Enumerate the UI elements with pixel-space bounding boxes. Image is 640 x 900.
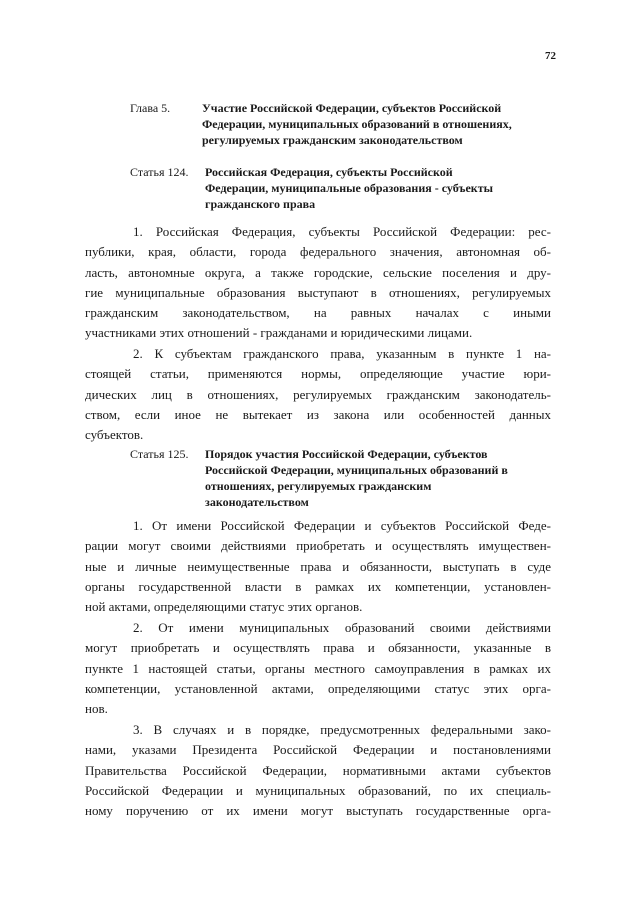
article-124-title-line: гражданского права <box>205 197 316 211</box>
chapter-title-line: регулируемых гражданским законодательством <box>202 133 463 147</box>
chapter-heading <box>130 100 570 148</box>
article-124-title-line: Федерации, муниципальные образования - субъекты <box>205 181 493 195</box>
article-124-paragraph-1 <box>85 222 551 344</box>
text-line: 1. От имени Российской Федерации и субъектов Российской Феде- <box>133 518 551 533</box>
article-124-heading <box>130 164 570 212</box>
text-line: ством, если иное не вытекает из закона или особенностей данных <box>85 406 551 422</box>
text-line: нами, указами Президента Российской Федерации и постановлениями <box>85 742 551 758</box>
article-125-title-line: законодательством <box>205 495 309 509</box>
text-line: публики, края, области, города федерального значения, автономная об- <box>85 244 551 260</box>
text-line: ласть, автономные округа, а также городские, сельские поселения и дру- <box>85 264 551 280</box>
article-124-label: Статья 124. <box>130 165 189 179</box>
text-line: субъектов. <box>85 427 144 443</box>
text-line: органы государственной власти в рамках их компетенции, установлен- <box>85 578 551 594</box>
article-125-label: Статья 125. <box>130 447 189 461</box>
text-line: стоящей статьи, применяются нормы, определяющие участие юри- <box>85 366 551 382</box>
text-line: Российской Федерации и муниципальных образований, по их специаль- <box>85 782 551 798</box>
text-line: Правительства Российской Федерации, нормативными актами субъектов <box>85 762 551 778</box>
article-125-heading <box>130 446 570 510</box>
text-line: нов. <box>85 701 108 717</box>
text-line: компетенции, установленной актами, определяющими статус этих орга- <box>85 680 551 696</box>
article-125-paragraph-1 <box>85 516 551 617</box>
text-line: гие муниципальные образования выступают в отношениях, регулируемых <box>85 284 551 300</box>
chapter-label: Глава 5. <box>130 101 171 115</box>
chapter-title-line: Федерации, муниципальных образований в отношениях, <box>202 117 512 131</box>
text-line: гражданским законодательством, на равных началах с иными <box>85 305 551 321</box>
article-125-title-line: Порядок участия Российской Федерации, субъектов <box>205 447 488 461</box>
article-124-title-line: Российская Федерация, субъекты Российской <box>205 165 453 179</box>
text-line: ному поручению от их имени могут выступать государственные орга- <box>85 803 551 819</box>
text-line: рации могут своими действиями приобретать и осуществлять имуществен- <box>85 538 551 554</box>
article-125-title-line: отношениях, регулируемых гражданским <box>205 479 432 493</box>
text-line: дических лиц в отношениях, регулируемых гражданским законодатель- <box>85 386 551 402</box>
page-number: 72 <box>545 50 556 62</box>
text-line: 3. В случаях и в порядке, предусмотренных федеральными зако- <box>133 722 551 737</box>
text-line: ной актами, определяющими статус этих органов. <box>85 599 363 615</box>
chapter-title <box>202 100 570 148</box>
article-124-paragraph-2 <box>85 344 551 445</box>
article-124-title <box>205 164 570 212</box>
article-125-paragraph-3 <box>85 720 551 821</box>
text-line: ные и личные неимущественные права и обязанности, выступать в суде <box>85 558 551 574</box>
article-125-title <box>205 446 570 510</box>
article-125-title-line: Российской Федерации, муниципальных образований в <box>205 463 508 477</box>
text-line: могут приобретать и осуществлять права и обязанности, указанные в <box>85 640 551 656</box>
chapter-title-line: Участие Российской Федерации, субъектов Российской <box>202 101 502 115</box>
text-line: участниками этих отношений - гражданами и юридическими лицами. <box>85 325 473 341</box>
text-line: 2. От имени муниципальных образований своими действиями <box>133 620 551 635</box>
text-line: 2. К субъектам гражданского права, указанным в пункте 1 на- <box>133 346 551 361</box>
text-line: пункте 1 настоящей статьи, органы местного самоуправления в рамках их <box>85 660 551 676</box>
text-line: 1. Российская Федерация, субъекты Российской Федерации: рес- <box>133 224 551 239</box>
article-125-paragraph-2 <box>85 618 551 719</box>
